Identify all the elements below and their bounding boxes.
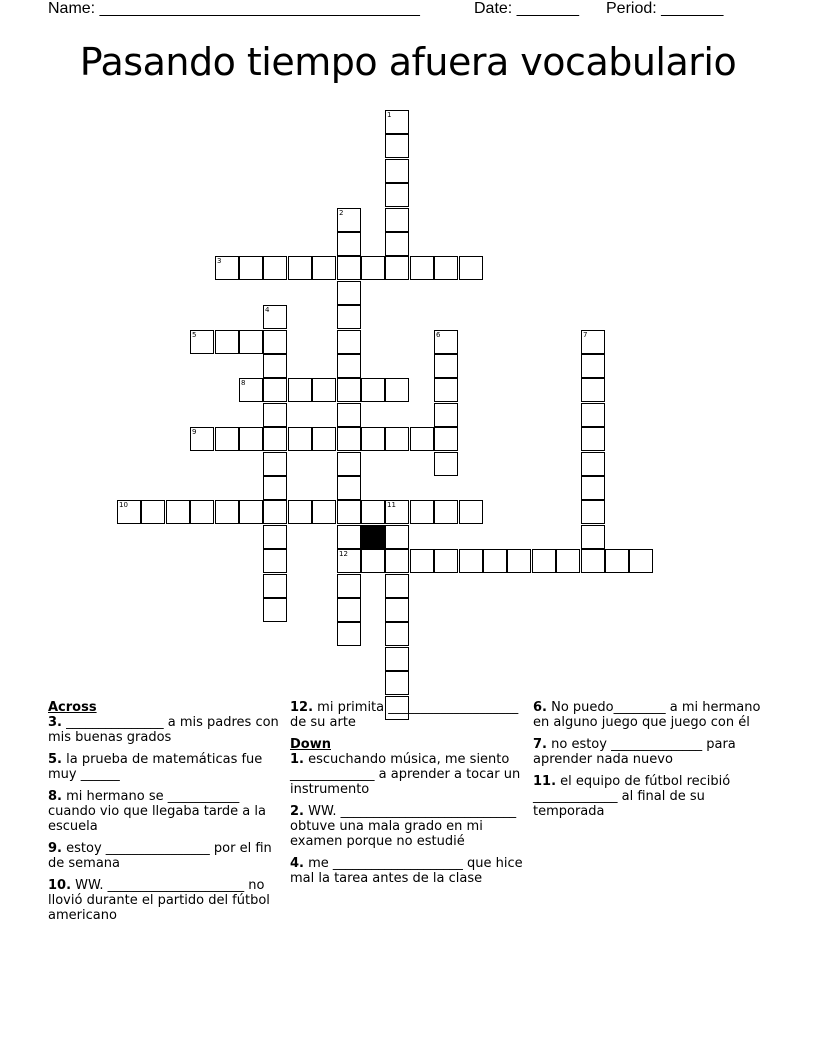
cell-number: 2 — [339, 209, 344, 217]
crossword-cell[interactable] — [361, 549, 385, 573]
crossword-cell[interactable] — [190, 500, 214, 524]
clue-number: 7. — [533, 737, 547, 752]
crossword-cell[interactable] — [434, 500, 458, 524]
crossword-cell[interactable] — [385, 647, 409, 671]
crossword-cell[interactable] — [483, 549, 507, 573]
clue-text: WW. _____________________ no llovió durante el partido del fútbol americano — [48, 878, 270, 923]
crossword-cell[interactable] — [337, 378, 361, 402]
crossword-cell[interactable] — [337, 208, 361, 232]
crossword-cell[interactable] — [263, 403, 287, 427]
crossword-cell[interactable] — [337, 549, 361, 573]
crossword-cell[interactable] — [434, 256, 458, 280]
crossword-cell[interactable] — [434, 427, 458, 451]
crossword-cell[interactable] — [459, 500, 483, 524]
crossword-cell[interactable] — [263, 256, 287, 280]
crossword-cell[interactable] — [337, 622, 361, 646]
cell-number: 3 — [217, 257, 222, 265]
crossword-cell[interactable] — [507, 549, 531, 573]
crossword-cell[interactable] — [215, 256, 239, 280]
crossword-cell[interactable] — [190, 427, 214, 451]
crossword-cell[interactable] — [141, 500, 165, 524]
clue-number: 11. — [533, 774, 557, 789]
crossword-cell[interactable] — [581, 500, 605, 524]
crossword-cell[interactable] — [337, 281, 361, 305]
crossword-cell[interactable] — [337, 232, 361, 256]
clue-number: 10. — [48, 878, 72, 893]
crossword-cell[interactable] — [288, 378, 312, 402]
crossword-cell[interactable] — [263, 354, 287, 378]
crossword-cell[interactable] — [385, 208, 409, 232]
crossword-cell[interactable] — [385, 378, 409, 402]
clue-text: mi hermano se ___________ cuando vio que llegaba tarde a la escuela — [48, 789, 266, 834]
black-square — [361, 525, 385, 549]
crossword-cell[interactable] — [385, 427, 409, 451]
cell-number: 1 — [387, 111, 392, 119]
clue-across-12 — [290, 700, 526, 730]
crossword-cell[interactable] — [312, 500, 336, 524]
cell-number: 10 — [119, 501, 128, 509]
crossword-cell[interactable] — [117, 500, 141, 524]
crossword-cell[interactable] — [166, 500, 190, 524]
crossword-cell[interactable] — [288, 256, 312, 280]
crossword-cell[interactable] — [385, 183, 409, 207]
clue-text: no estoy ______________ para aprender nada nuevo — [533, 737, 736, 767]
crossword-cell[interactable] — [581, 378, 605, 402]
period-field-label: Period: _______ — [606, 0, 724, 17]
crossword-cell[interactable] — [239, 427, 263, 451]
clue-text: el equipo de fútbol recibió _____________ al final de su temporada — [533, 774, 731, 819]
crossword-cell[interactable] — [385, 574, 409, 598]
cell-number: 7 — [583, 331, 588, 339]
crossword-cell[interactable] — [385, 256, 409, 280]
crossword-cell[interactable] — [605, 549, 629, 573]
crossword-cell[interactable] — [434, 452, 458, 476]
crossword-cell[interactable] — [337, 403, 361, 427]
name-field-label: Name: ____________________________________ — [48, 0, 420, 17]
clue-text: _______________ a mis padres con mis buenas grados — [48, 715, 279, 745]
crossword-cell[interactable] — [434, 403, 458, 427]
date-field-label: Date: _______ — [474, 0, 579, 17]
cell-number: 8 — [241, 379, 246, 387]
crossword-cell[interactable] — [263, 452, 287, 476]
crossword-cell[interactable] — [361, 256, 385, 280]
clue-text: la prueba de matemáticas fue muy ______ — [48, 752, 263, 782]
crossword-cell[interactable] — [337, 256, 361, 280]
crossword-cell[interactable] — [459, 256, 483, 280]
crossword-cell[interactable] — [581, 549, 605, 573]
crossword-cell[interactable] — [337, 330, 361, 354]
crossword-cell[interactable] — [263, 500, 287, 524]
clues-column-1 — [48, 700, 284, 930]
clue-number: 4. — [290, 856, 304, 871]
crossword-cell[interactable] — [263, 378, 287, 402]
clue-across-9 — [48, 841, 284, 871]
crossword-cell[interactable] — [629, 549, 653, 573]
clue-text: me ____________________ que hice mal la tarea antes de la clase — [290, 856, 523, 886]
crossword-cell[interactable] — [581, 330, 605, 354]
clues-column-3 — [533, 700, 769, 826]
clue-down-2 — [290, 804, 526, 849]
clue-across-10 — [48, 878, 284, 923]
clue-text: WW. ___________________________ obtuve una mala grado en mi examen porque no estudié — [290, 804, 517, 849]
cell-number: 9 — [192, 428, 197, 436]
page-title: Pasando tiempo afuera vocabulario — [79, 40, 737, 84]
crossword-cell[interactable] — [434, 378, 458, 402]
clue-across-5 — [48, 752, 284, 782]
crossword-cell[interactable] — [459, 549, 483, 573]
crossword-cell[interactable] — [263, 305, 287, 329]
clue-text: estoy ________________ por el fin de semana — [48, 841, 272, 871]
crossword-cell[interactable] — [581, 354, 605, 378]
crossword-cell[interactable] — [263, 427, 287, 451]
clues-column-2 — [290, 700, 526, 893]
crossword-cell[interactable] — [263, 574, 287, 598]
crossword-cell[interactable] — [263, 598, 287, 622]
cell-number: 5 — [192, 331, 197, 339]
crossword-cell[interactable] — [410, 500, 434, 524]
clue-text: mi primita ____________________ de su arte — [290, 700, 519, 730]
crossword-cell[interactable] — [385, 159, 409, 183]
clue-down-11 — [533, 774, 769, 819]
crossword-cell[interactable] — [385, 500, 409, 524]
across-heading: Across — [48, 700, 97, 715]
clue-across-8 — [48, 789, 284, 834]
down-heading: Down — [290, 737, 331, 752]
clue-across-3 — [48, 715, 284, 745]
clue-down-1 — [290, 752, 526, 797]
crossword-cell[interactable] — [581, 525, 605, 549]
crossword-cell[interactable] — [361, 427, 385, 451]
crossword-cell[interactable] — [215, 330, 239, 354]
clue-down-7 — [533, 737, 769, 767]
crossword-cell[interactable] — [288, 500, 312, 524]
crossword-cell[interactable] — [215, 427, 239, 451]
crossword-cell[interactable] — [312, 378, 336, 402]
crossword-cell[interactable] — [410, 256, 434, 280]
crossword-cell[interactable] — [337, 427, 361, 451]
crossword-cell[interactable] — [337, 525, 361, 549]
crossword-cell[interactable] — [581, 476, 605, 500]
crossword-cell[interactable] — [239, 256, 263, 280]
crossword-cell[interactable] — [385, 232, 409, 256]
clue-down-6 — [533, 700, 769, 730]
crossword-cell[interactable] — [385, 525, 409, 549]
crossword-cell[interactable] — [385, 134, 409, 158]
crossword-cell[interactable] — [337, 574, 361, 598]
crossword-cell[interactable] — [337, 305, 361, 329]
clue-number: 8. — [48, 789, 62, 804]
crossword-cell[interactable] — [239, 500, 263, 524]
crossword-cell[interactable] — [532, 549, 556, 573]
crossword-cell[interactable] — [361, 378, 385, 402]
crossword-cell[interactable] — [385, 110, 409, 134]
crossword-cell[interactable] — [312, 256, 336, 280]
crossword-cell[interactable] — [434, 549, 458, 573]
crossword-cell[interactable] — [337, 354, 361, 378]
crossword-cell[interactable] — [434, 354, 458, 378]
cell-number: 12 — [339, 550, 348, 558]
crossword-cell[interactable] — [190, 330, 214, 354]
crossword-cell[interactable] — [239, 330, 263, 354]
crossword-cell[interactable] — [556, 549, 580, 573]
crossword-cell[interactable] — [263, 330, 287, 354]
crossword-cell[interactable] — [410, 549, 434, 573]
crossword-cell[interactable] — [361, 500, 385, 524]
crossword-cell[interactable] — [239, 378, 263, 402]
crossword-cell[interactable] — [385, 671, 409, 695]
crossword-cell[interactable] — [581, 452, 605, 476]
clue-number: 3. — [48, 715, 62, 730]
crossword-cell[interactable] — [385, 622, 409, 646]
clue-number: 9. — [48, 841, 62, 856]
crossword-cell[interactable] — [410, 427, 434, 451]
clue-number: 12. — [290, 700, 314, 715]
crossword-cell[interactable] — [215, 500, 239, 524]
crossword-cell[interactable] — [337, 500, 361, 524]
crossword-cell[interactable] — [385, 549, 409, 573]
clue-number: 6. — [533, 700, 547, 715]
cell-number: 11 — [387, 501, 396, 509]
crossword-cell[interactable] — [581, 403, 605, 427]
crossword-cell[interactable] — [263, 525, 287, 549]
crossword-cell[interactable] — [263, 476, 287, 500]
crossword-cell[interactable] — [581, 427, 605, 451]
crossword-cell[interactable] — [288, 427, 312, 451]
clue-number: 1. — [290, 752, 304, 767]
crossword-cell[interactable] — [385, 598, 409, 622]
clue-number: 5. — [48, 752, 62, 767]
crossword-cell[interactable] — [434, 330, 458, 354]
cell-number: 4 — [265, 306, 270, 314]
clue-text: No puedo________ a mi hermano en alguno juego que juego con él — [533, 700, 761, 730]
crossword-cell[interactable] — [337, 452, 361, 476]
cell-number: 6 — [436, 331, 441, 339]
crossword-cell[interactable] — [312, 427, 336, 451]
crossword-cell[interactable] — [263, 549, 287, 573]
clue-text: escuchando música, me siento _____________ a aprender a tocar un instrumento — [290, 752, 521, 797]
crossword-cell[interactable] — [337, 476, 361, 500]
clue-down-4 — [290, 856, 526, 886]
crossword-cell[interactable] — [337, 598, 361, 622]
clue-number: 2. — [290, 804, 304, 819]
